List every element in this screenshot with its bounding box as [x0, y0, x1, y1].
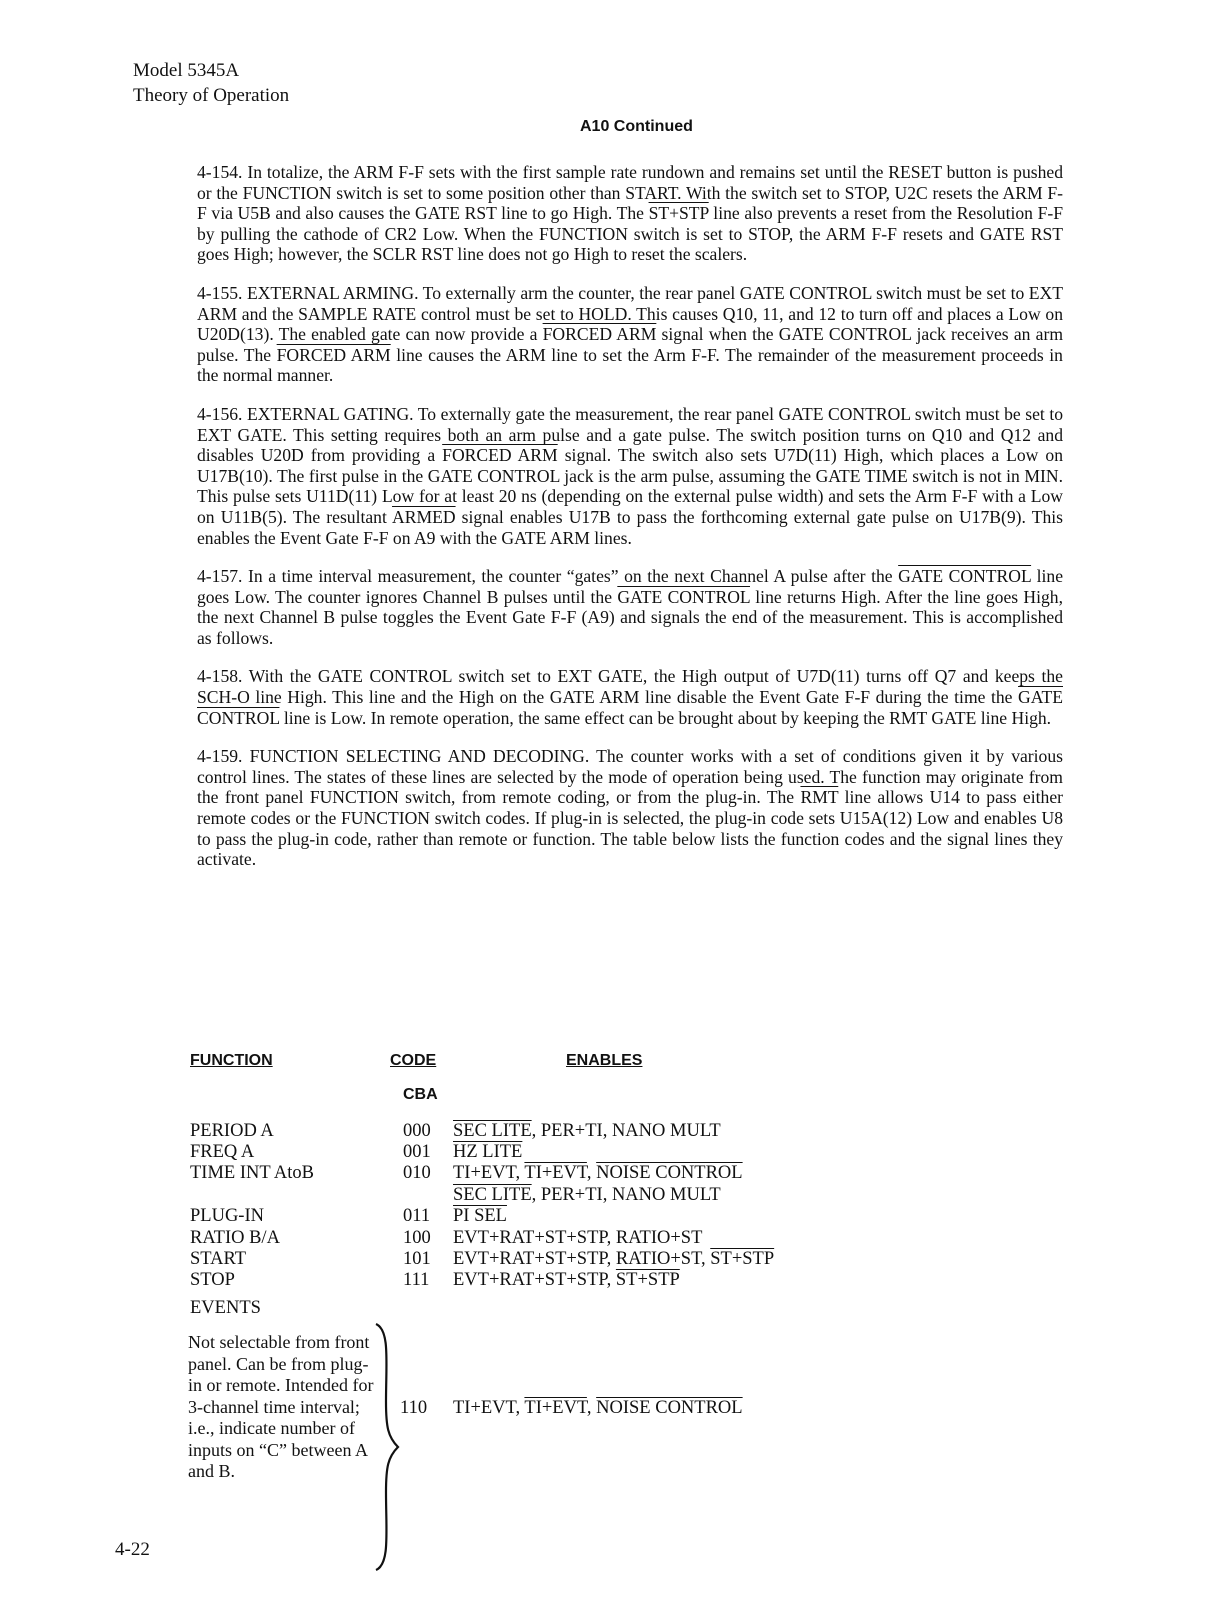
- enables-cell: [453, 1269, 680, 1291]
- page-header: [133, 58, 289, 108]
- overlined-signal: ARMED: [392, 506, 456, 527]
- text-run: 4-157. In a time interval measurement, the counter “gates” on the next Channel A pulse after the: [197, 566, 899, 587]
- signal-text: ,: [586, 1398, 597, 1418]
- signal-text: EVT+RAT+ST+STP,: [453, 1270, 616, 1290]
- overlined-signal: ST+STP: [615, 1270, 680, 1290]
- table-row: [0, 1205, 1225, 1227]
- signal-text: , PER+TI, NANO MULT: [531, 1185, 721, 1205]
- function-cell: PLUG-IN: [190, 1206, 264, 1226]
- text-run: 4-156. EXTERNAL GATING. To externally gate the measurement, the rear panel GATE CONTROL switch must be set to EXT GATE. This setting requires both an arm pulse and a gate pulse. The switch position turns on Q10 and Q12 and disables U20D from providing a: [197, 403, 1063, 466]
- function-cell: STOP: [190, 1270, 235, 1290]
- table-row: [0, 1162, 1225, 1184]
- events-note: Not selectable from front panel. Can be from plug-in or remote. Intended for 3-channel time interval; i.e., indicate number of inputs on “C” between A and B.: [188, 1332, 374, 1481]
- overlined-signal: FORCED ARM: [276, 344, 391, 365]
- function-cell: RATIO B/A: [190, 1228, 280, 1248]
- function-cell: TIME INT AtoB: [190, 1163, 315, 1183]
- overlined-signal: PI SEL: [453, 1206, 507, 1226]
- overlined-signal: HZ LITE: [453, 1142, 523, 1162]
- signal-text: ,: [586, 1163, 597, 1183]
- text-run: signal. The switch also sets U7D(11) High, which places a Low on U17B(10). The first pulse in the GATE CONTROL jack is the arm pulse, assuming the GATE TIME switch is not in MIN. This pulse sets U11D(11) Low for at least 20 ns (depending on the external pulse width) and sets the Arm F-F with a Low on U11B(5). The resultant: [197, 445, 1063, 527]
- signal-text: EVT+RAT+ST+STP, RATIO+ST,: [453, 1249, 711, 1269]
- table-row: [0, 1141, 1225, 1163]
- page-number: 4-22: [115, 1539, 150, 1560]
- overlined-signal: NOISE CONTROL: [596, 1398, 743, 1418]
- text-run: line causes the ARM line to set the Arm F-F. The remainder of the measurement proceeds in the normal manner.: [197, 344, 1063, 386]
- function-cell: PERIOD A: [190, 1121, 274, 1141]
- overlined-signal: ST+STP: [648, 203, 709, 224]
- text-run: 4-155. EXTERNAL ARMING. To externally arm the counter, the rear panel GATE CONTROL switch must be set to EXT ARM and the SAMPLE RATE control must be set to HOLD. This causes Q10, 11, and 12 to turn off and places a Low on U20D(13). The enabled gate can now provide a: [197, 282, 1063, 345]
- events-code: 110: [400, 1398, 428, 1418]
- table-row: [0, 1269, 1225, 1291]
- section-title: A10 Continued: [580, 118, 693, 135]
- enables-column-header: ENABLES: [566, 1052, 643, 1069]
- signal-text: TI+EVT,: [453, 1398, 525, 1418]
- overlined-signal: GATE CONTROL: [197, 687, 1063, 728]
- section-label: Theory of Operation: [133, 85, 290, 106]
- code-cell: 010: [403, 1163, 431, 1183]
- enables-cell: [453, 1162, 743, 1184]
- text-run: line also prevents a reset from the Resolution F-F by pulling the cathode of CR2 Low. When the FUNCTION switch is set to STOP, the ARM F-F resets and GATE RST goes High; however, the SCLR RST line does not go High to reset the scalers.: [197, 203, 1063, 265]
- overlined-signal: TI+EVT: [524, 1398, 587, 1418]
- table-row: [0, 1248, 1225, 1270]
- events-enables: [453, 1398, 743, 1419]
- overlined-signal: FORCED ARM: [542, 324, 657, 345]
- enables-cell: [453, 1141, 522, 1163]
- enables-cell: [453, 1227, 702, 1249]
- table-row: [0, 1227, 1225, 1249]
- overlined-signal: FORCED ARM: [442, 445, 558, 466]
- enables-cell: [453, 1205, 507, 1227]
- enables-cell: [453, 1120, 721, 1142]
- code-cell: 111: [403, 1270, 430, 1290]
- table-row: [0, 1120, 1225, 1142]
- function-cell: START: [190, 1249, 246, 1269]
- overlined-signal: NOISE CONTROL: [596, 1163, 743, 1183]
- code-cell: 011: [403, 1206, 431, 1226]
- text-run: line goes Low. The counter ignores Channel B pulses until the: [197, 566, 1064, 607]
- overlined-signal: ST+STP: [710, 1249, 775, 1269]
- paragraph-4-154: [197, 162, 1063, 265]
- model-label: Model 5345A: [133, 60, 240, 81]
- text-run: signal when the GATE CONTROL jack receives an arm pulse. The: [197, 324, 1064, 365]
- function-column-header: FUNCTION: [190, 1052, 273, 1069]
- code-cell: 100: [403, 1228, 431, 1248]
- code-cell: 001: [403, 1142, 431, 1162]
- overlined-signal: SEC LITE: [453, 1185, 532, 1205]
- text-run: 4-159. FUNCTION SELECTING AND DECODING. The counter works with a set of conditions given it by various control lines. The states of these lines are selected by the mode of operation being used. The function may originate from the front panel FUNCTION switch, from remote coding, or from the plug-in. The: [197, 746, 1063, 808]
- paragraph-4-157: [197, 566, 1063, 648]
- overlined-signal: SEC LITE: [453, 1121, 532, 1141]
- paragraph-4-159: [197, 746, 1063, 870]
- text-run: signal enables U17B to pass the forthcoming external gate pulse on U17B(9). This enables the Event Gate F-F on A9 with the GATE ARM lines.: [197, 506, 1063, 548]
- text-run: 4-154. In totalize, the ARM F-F sets with the first sample rate rundown and remains set until the RESET button is pushed or the FUNCTION switch is set to some position other than START. With the switch set to STOP, U2C resets the ARM F-F via U5B and also causes the GATE RST line to go High. The: [197, 162, 1063, 224]
- overlined-signal: $\overline{RMT}$: [800, 787, 839, 808]
- right-brace-icon: [372, 1322, 402, 1572]
- body-text: [197, 162, 1063, 888]
- code-cell: 101: [403, 1249, 431, 1269]
- table-row: [0, 1184, 1225, 1206]
- text-run: line returns High. After the line goes High, the next Channel B pulse toggles the Event Gate F-F (A9) and signals the end of the measurement. This is accomplished as follows.: [197, 586, 1063, 648]
- enables-cell: [453, 1184, 721, 1206]
- overlined-signal: GATE CONTROL: [898, 566, 1032, 587]
- code-column-header: CODE: [390, 1052, 437, 1069]
- text-run: line is Low. In remote operation, the same effect can be brought about by keeping the RMT GATE line High.: [279, 707, 1052, 728]
- cba-subheader: CBA: [403, 1086, 438, 1103]
- signal-text: , PER+TI, NANO MULT: [531, 1121, 721, 1141]
- enables-cell: [453, 1248, 774, 1270]
- function-cell: FREQ A: [190, 1142, 255, 1162]
- text-run: 4-158. With the GATE CONTROL switch set to EXT GATE, the High output of U7D(11) turns off Q7 and keeps the SCH-O line High. This line and the High on the GATE ARM line disable the Event Gate F-F during the time the: [197, 666, 1063, 708]
- signal-text: EVT+RAT+ST+STP, RATIO+ST: [453, 1228, 703, 1248]
- overlined-signal: TI+EVT: [524, 1163, 587, 1183]
- paragraph-4-156: [197, 404, 1063, 548]
- text-run: line allows U14 to pass either remote codes or the FUNCTION switch codes. If plug-in is selected, the plug-in code sets U15A(12) Low and enables U8 to pass the plug-in code, rather than remote or function. The table below lists the function codes and the signal lines they activate.: [197, 787, 1063, 870]
- overlined-signal: GATE CONTROL: [617, 586, 750, 607]
- paragraph-4-158: [197, 666, 1063, 728]
- signal-text: TI+EVT,: [453, 1163, 525, 1183]
- paragraph-4-155: [197, 283, 1063, 386]
- events-label: EVENTS: [190, 1298, 261, 1318]
- code-cell: 000: [403, 1121, 431, 1141]
